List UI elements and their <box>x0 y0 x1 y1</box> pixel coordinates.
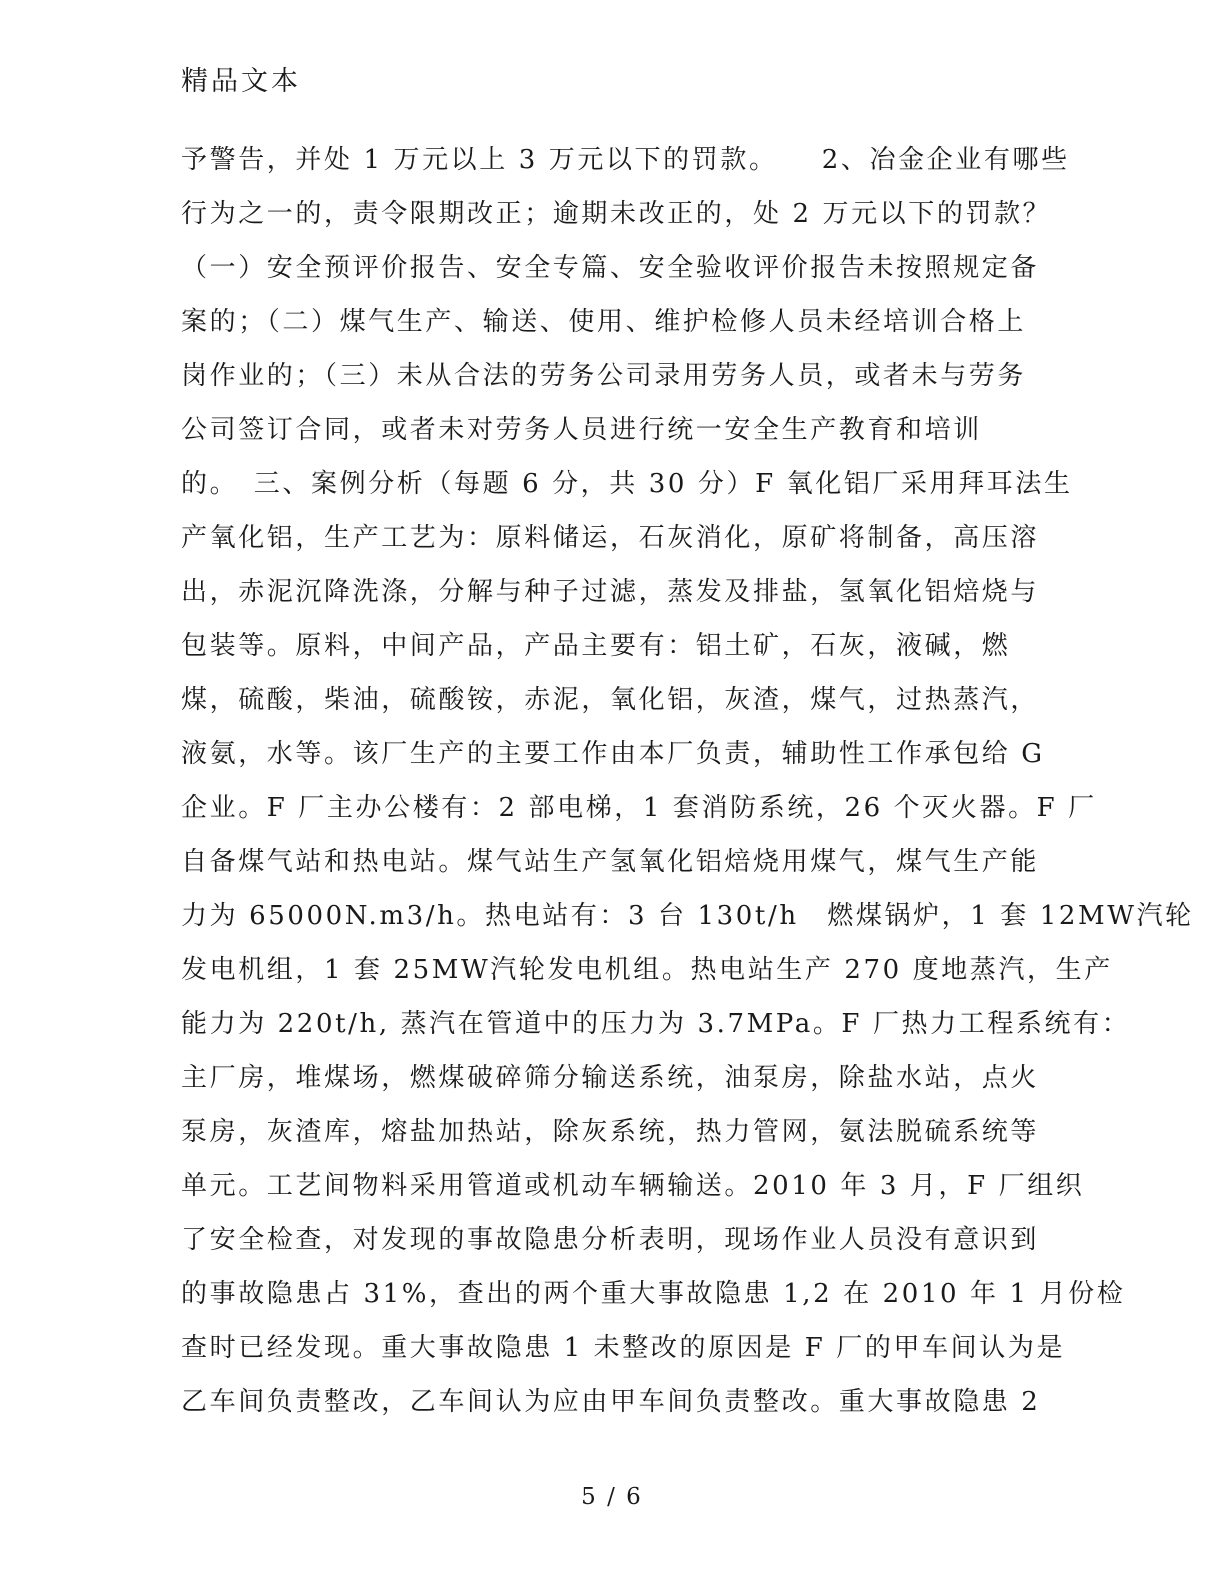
text-line: 的。 三、案例分析（每题 6 分，共 30 分）F 氧化铝厂采用拜耳法生 <box>181 469 1073 499</box>
text-line: 案的；（二）煤气生产、输送、使用、维护检修人员未经培训合格上 <box>181 307 1027 337</box>
page-number: 5 / 6 <box>581 1484 643 1510</box>
text-line: 公司签订合同，或者未对劳务人员进行统一安全生产教育和培训 <box>181 415 982 445</box>
text-line: 泵房，灰渣库，熔盐加热站，除灰系统，热力管网，氨法脱硫系统等 <box>181 1117 1040 1147</box>
text-line: 单元。工艺间物料采用管道或机动车辆输送。2010 年 3 月，F 厂组织 <box>181 1171 1085 1201</box>
text-line: 液氨，水等。该厂生产的主要工作由本厂负责，辅助性工作承包给 G <box>181 739 1045 769</box>
document-body <box>181 133 1194 1429</box>
text-line: 查时已经发现。重大事故隐患 1 未整改的原因是 F 厂的甲车间认为是 <box>181 1333 1066 1363</box>
text-line: 包装等。原料，中间产品，产品主要有：铝土矿，石灰，液碱，燃 <box>181 631 1011 661</box>
text-line: 企业。F 厂主办公楼有：2 部电梯，1 套消防系统，26 个灭火器。F 厂 <box>181 793 1097 823</box>
text-line: （一）安全预评价报告、安全专篇、安全验收评价报告未按照规定备 <box>181 253 1040 283</box>
text-line: 予警告，并处 1 万元以上 3 万元以下的罚款。 2、冶金企业有哪些 <box>181 145 1070 175</box>
text-line: 能力为 220t/h, 蒸汽在管道中的压力为 3.7MPa。F 厂热力工程系统有： <box>181 1009 1131 1039</box>
text-line: 自备煤气站和热电站。煤气站生产氢氧化铝焙烧用煤气，煤气生产能 <box>181 847 1040 877</box>
text-line: 行为之一的，责令限期改正；逾期未改正的，处 2 万元以下的罚款？ <box>181 199 1052 229</box>
text-line: 的事故隐患占 31%，查出的两个重大事故隐患 1,2 在 2010 年 1 月份检 <box>181 1279 1126 1309</box>
text-line: 了安全检查，对发现的事故隐患分析表明，现场作业人员没有意识到 <box>181 1225 1040 1255</box>
document-header: 精品文本 <box>181 66 301 97</box>
text-line: 乙车间负责整改，乙车间认为应由甲车间负责整改。重大事故隐患 2 <box>181 1387 1041 1417</box>
text-line: 发电机组，1 套 25MW汽轮发电机组。热电站生产 270 度地蒸汽，生产 <box>181 955 1113 985</box>
text-line: 主厂房，堆煤场，燃煤破碎筛分输送系统，油泵房，除盐水站，点火 <box>181 1063 1040 1093</box>
text-line: 力为 65000N.m3/h。热电站有：3 台 130t/h 燃煤锅炉，1 套 12MW汽轮 <box>181 901 1194 931</box>
text-line: 岗作业的；（三）未从合法的劳务公司录用劳务人员，或者未与劳务 <box>181 361 1027 391</box>
text-line: 出，赤泥沉降洗涤，分解与种子过滤，蒸发及排盐，氢氧化铝焙烧与 <box>181 577 1040 607</box>
text-line: 煤，硫酸，柴油，硫酸铵，赤泥，氧化铝，灰渣，煤气，过热蒸汽， <box>181 685 1040 715</box>
text-line: 产氧化铝，生产工艺为：原料储运，石灰消化，原矿将制备，高压溶 <box>181 523 1040 553</box>
